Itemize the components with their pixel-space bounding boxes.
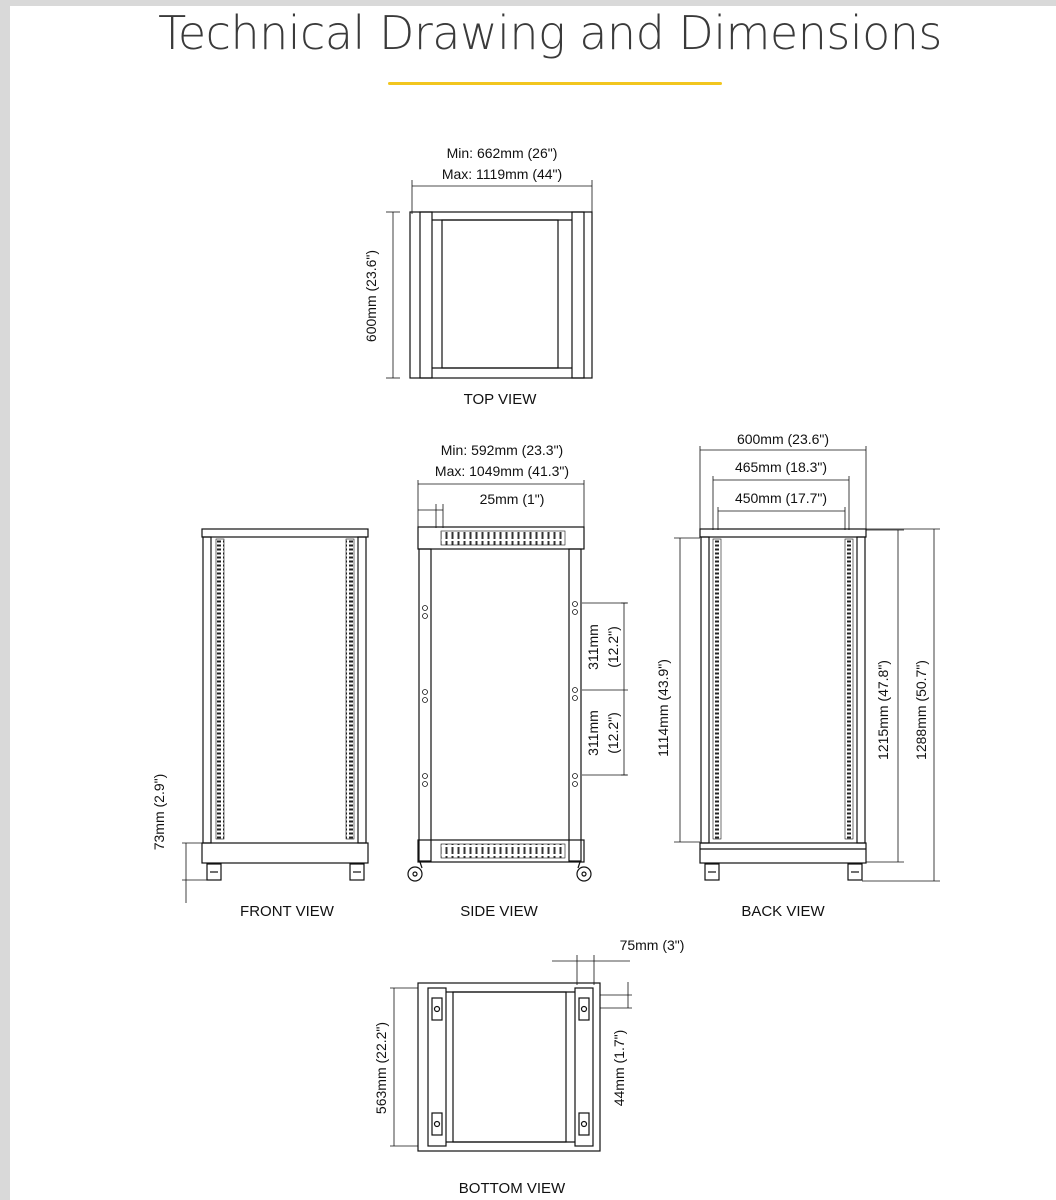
- side-depth-max-label: Max: 1049mm (41.3"): [434, 463, 570, 479]
- side-upper-spacing-in: (12.2"): [605, 626, 621, 668]
- side-lower-spacing-in: (12.2"): [605, 712, 621, 754]
- front-view: [151, 529, 368, 920]
- top-view-label: TOP VIEW: [463, 391, 537, 408]
- bottom-foot-depth-label: 44mm (1.7"): [611, 1029, 627, 1107]
- back-casters: [705, 864, 862, 880]
- back-outer-width-label: 600mm (23.6"): [736, 431, 830, 447]
- bottom-foot-width-dimension: [552, 955, 630, 985]
- back-rail-height-label: 1114mm (43.9"): [655, 659, 671, 757]
- back-view-frame: [700, 529, 866, 863]
- side-top-vents: [441, 531, 565, 545]
- bottom-view-label: BOTTOM VIEW: [458, 1180, 566, 1197]
- side-depth-min-label: Min: 592mm (23.3"): [440, 442, 564, 458]
- front-left-rail: [216, 539, 224, 839]
- back-left-rail: [713, 539, 721, 839]
- side-offset-label: 25mm (1"): [479, 491, 545, 507]
- side-panel-holes: [423, 602, 578, 787]
- page-title: Technical Drawing and Dimensions: [158, 6, 942, 60]
- bottom-view-frame: [418, 983, 600, 1151]
- side-bottom-vents: [441, 844, 565, 858]
- side-view-label: SIDE VIEW: [460, 903, 538, 920]
- top-width-min-label: Min: 662mm (26"): [446, 145, 558, 161]
- bottom-depth-dimensions: [390, 982, 632, 1146]
- bottom-depth-label: 563mm (22.2"): [373, 1021, 389, 1115]
- side-lower-spacing-mm: 311mm: [585, 710, 601, 756]
- front-view-label: FRONT VIEW: [240, 903, 334, 920]
- front-casters: [207, 864, 364, 880]
- back-right-rail: [845, 539, 853, 839]
- top-depth-label: 600mm (23.6"): [363, 249, 379, 343]
- bottom-view: [373, 937, 684, 1197]
- side-upper-spacing-mm: 311mm: [585, 624, 601, 670]
- top-width-dimension: [386, 180, 592, 378]
- top-view: [363, 145, 592, 408]
- front-right-rail: [346, 539, 354, 839]
- back-view: [655, 431, 940, 920]
- bottom-foot-width-label: 75mm (3"): [619, 937, 685, 953]
- side-casters: [408, 862, 591, 881]
- front-view-frame: [202, 529, 368, 863]
- side-view: [408, 442, 628, 920]
- back-view-label: BACK VIEW: [741, 903, 825, 920]
- back-mid-width-label: 465mm (18.3"): [734, 459, 828, 475]
- back-total-height-label: 1288mm (50.7"): [913, 660, 929, 760]
- back-frame-height-label: 1215mm (47.8"): [875, 660, 891, 760]
- back-rail-width-label: 450mm (17.7"): [734, 490, 828, 506]
- top-view-frame: [410, 212, 592, 378]
- front-caster-label: 73mm (2.9"): [151, 773, 167, 851]
- top-width-max-label: Max: 1119mm (44"): [441, 166, 563, 182]
- side-view-frame: [418, 527, 584, 862]
- front-caster-dimension: [182, 843, 207, 903]
